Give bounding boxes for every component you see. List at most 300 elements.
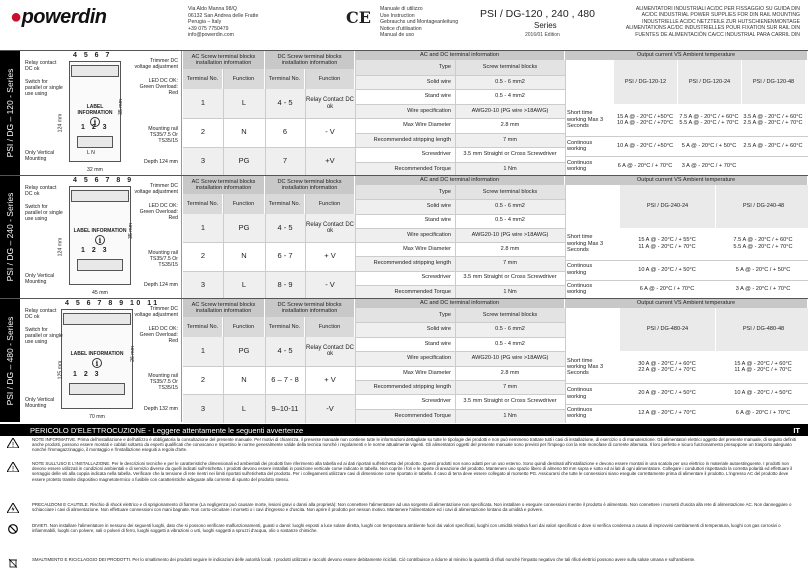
series-title: PSI / DG – 480 - Series (5, 316, 15, 405)
continuos-label: Continuos working (567, 283, 593, 296)
ac-terminal-header: AC Screw terminal blocks installation information (183, 299, 265, 317)
warning-text: DIVIETI. Non installare l'alimentatore in nessuno dei seguenti luoghi, dato che si possono verificare malfunzionamenti, guasti o danni: luoghi esposti a luce solare diretta, luoghi con temperatura ambiente fuori dai valori specificati, luoghi con umidità relativa fuori dai valori specificati o dove si verifica condensa a causa di improvvisi cambiamenti di temperatura, luoghi con gas corrosivi o infiammabili, luoghi con polvere, sali o polveri di ferro, luoghi soggetti a vibrazioni o urti, luoghi soggetti a spruzzi d'acqua, olio o sostanze chimiche. (32, 523, 781, 534)
spec-value: AWG20-10 (PG wire >18AWG) (471, 231, 549, 238)
dc-terminal-block (63, 313, 131, 325)
column-divider (565, 308, 566, 423)
continuos-current: 3 A @ - 20°C / + 70°C (735, 286, 791, 293)
recycle-bin-icon (7, 558, 19, 568)
dc-terminal-number: 9–10-11 (271, 403, 299, 413)
mounting-rail-label: Mounting rail TS35/7.5 Or TS35/15 (148, 126, 178, 144)
address-phone: +39 075 7750479 (188, 25, 229, 32)
column-divider (265, 69, 266, 176)
ac-terminal-function: PG (238, 223, 250, 233)
spec-value: 2.8 mm (500, 369, 520, 376)
spec-label: Stand wire (424, 217, 451, 224)
spec-label: Recommended Torque (394, 412, 451, 419)
column-divider (565, 60, 566, 176)
width-dimension: 32 mm (87, 167, 103, 173)
continous-current: 5 A @ - 20°C / + 50°C (681, 143, 737, 150)
continous-current: 2.5 A @ - 20°C / + 60°C (743, 143, 803, 150)
short-time-current (715, 228, 808, 260)
vertical-mounting-label: Only Vertical Mounting (25, 150, 55, 162)
electric-shock-icon (7, 503, 19, 513)
row-divider (355, 89, 565, 90)
spec-value: 1 Nm (503, 288, 517, 295)
spec-value: 0.5 - 6 mm2 (495, 203, 525, 210)
continous-current: 10 A @ - 20°C / +50°C (616, 143, 674, 150)
continous-current: 10 A @ - 20°C / + 50°C (638, 266, 696, 273)
column-divider (305, 317, 306, 423)
current-value: 15 A @ - 20°C / + 55°C (638, 237, 696, 244)
short-time-current (619, 351, 715, 383)
ac-terminal-number: 3 (200, 156, 206, 166)
description-line: ALIMENTATIONS AC/DC INDUSTRIELLES POUR FIXATION SUR RAIL DIN (625, 25, 800, 32)
info-icon (90, 117, 100, 127)
company-address (188, 6, 258, 39)
ac-terminal-header: AC Screw terminal blocks installation information (183, 51, 265, 69)
warning-triangle-icon (7, 438, 19, 448)
spec-label: Recommended Torque (394, 165, 451, 172)
row-divider (355, 285, 565, 286)
row-divider (355, 104, 565, 105)
current-value: 3.5 A @ - 20°C / + 60°C (743, 113, 803, 120)
spec-label: Recommended stripping length (373, 383, 451, 390)
row-divider (355, 337, 565, 338)
spec-label: Recommended stripping length (373, 136, 451, 143)
dc-terminal-function: Relay Contact DC ok (305, 221, 355, 235)
terminal-no-header: Terminal No. (183, 317, 223, 337)
series-title: PSI / DG – 240 - Series (5, 192, 15, 282)
dc-terminal-function: Relay Contact DC ok (305, 97, 355, 110)
acdc-info-header: AC and DC terminal information (355, 51, 565, 60)
spec-value: 7 mm (503, 383, 517, 390)
relay-label: Relay contact DC ok (25, 308, 57, 320)
model-title: PSI / DG-120 , 240 , 480 (480, 8, 595, 20)
continous-current: 20 A @ - 20°C / + 50°C (638, 390, 696, 397)
warning-precautions (0, 502, 808, 522)
dc-terminal-function: +V (325, 156, 335, 166)
column-divider (223, 317, 224, 423)
dc-terminal-header: DC Screw terminal blocks installation information (265, 176, 355, 194)
spec-label: Stand wire (424, 93, 451, 100)
trimmer-label: Trimmer DC voltage adjustment (134, 183, 178, 195)
ac-terminal-block (77, 259, 123, 271)
spec-value: 2.8 mm (500, 122, 520, 129)
spec-label: Wire specification (407, 355, 451, 362)
continuos-current: 6 A @ - 20°C / + 70°C (617, 163, 673, 170)
dc-terminal-block (71, 190, 129, 202)
vertical-mounting-label: Only Vertical Mounting (25, 397, 55, 409)
row-divider (355, 228, 565, 229)
current-value: 10 A @ - 20°C / +70°C (616, 119, 674, 126)
spec-value: AWG20-10 (PG wire >18AWG) (471, 107, 549, 114)
info-icon-glyph: i (93, 117, 97, 127)
warning-text: NOTE SULL'USO E L'INSTALLAZIONE. Per le descrizioni tecniche e per le caratteristiche dimensionali ed ambientali dei prodotti fare riferimento alla tabella ed ai dati riportati sull'etichetta del prodotto. Questi prodotti non sono adatti per un uso esterno. Sono quindi destinati all'installazione e devono essere montati in una scatola per uso elettrico in materiale autoestinguente. I prodotti non devono essere utilizzati in condizioni ambientali e di servizio diverse da quelli indicati sull'etichetta. I prodotti devono essere installati in posizione verticale come indicato in tabella. Non coprire i fori e le aperte di areazione del prodotto. Mantenere uno spazio libero di almeno 50 mm sopra e sotto ed ai lati di ogni alimentatore. Collegare i conduttori rispettando la corretta polarità ed effettuare il serraggio delle viti alla coppia indicata nella tabella. Verificare che la tensione di rete rientri nei limiti riportati sull'etichetta del prodotto. Per i collegamenti utilizzare cavi di dimensione come riportato in tabella. Il cavo di terra deve essere collegato al morsetto PG. Assicurarsi che tutte le connessioni siano eseguite correttamente prima di alimentare il prodotto. L'ingresso AC del prodotto deve essere protetto tramite dispositivo magnetotermico o fusibile con caratteristiche adeguate alla corrente di spunto del prodotto stesso. (32, 461, 793, 482)
short-time-current (715, 351, 808, 383)
row-divider (355, 133, 565, 134)
ac-terminal-number: 3 (200, 279, 206, 289)
ac-terminal-header: AC Screw terminal blocks installation information (183, 176, 265, 194)
model-column-header: PSI / DG-480-48 (715, 308, 808, 351)
ac-terminal-number: 2 (200, 374, 206, 384)
warning-usage (0, 461, 808, 501)
info-icon-glyph: i (98, 235, 102, 245)
acdc-info-header: AC and DC terminal information (355, 299, 565, 308)
mounting-rail-label: Mounting rail TS35/7.5 Or TS35/15 (148, 249, 178, 268)
warning-header (0, 424, 808, 436)
led-label: LED DC OK: Green Overload: Red (139, 326, 178, 344)
height-dimension: 124 mm (57, 237, 64, 257)
current-value: 11 A @ - 20°C / + 70°C (734, 367, 792, 374)
ac-terminal-numbers: 1 2 3 (81, 124, 110, 131)
output-current-header: Output current VS Ambient temperature (565, 51, 808, 60)
ac-terminal-function: PG (238, 156, 250, 166)
terminal-table (183, 176, 808, 299)
ac-terminal-block (69, 383, 125, 395)
switch-label: Switch for parallel or single use using (25, 79, 63, 97)
spec-label: Solid wire (426, 78, 451, 85)
ac-terminal-number: 1 (200, 223, 206, 233)
spec-label: Max Wire Diameter (403, 245, 451, 252)
spec-label: Recommended stripping length (373, 260, 451, 267)
series-section (0, 50, 808, 175)
row-divider (355, 118, 565, 119)
ac-terminal-function: PG (238, 346, 250, 356)
dc-terminal-numbers: 4 5 6 7 8 9 10 11 (65, 300, 160, 307)
spec-label: Max Wire Diameter (403, 369, 451, 376)
warning-info (0, 437, 808, 460)
ac-terminal-number: 1 (200, 346, 206, 356)
dc-terminal-function: + V (324, 251, 336, 261)
model-column-header: PSI / DG-120-12 (613, 60, 677, 104)
short-time-label: Short time working Max 3 Seconds (567, 234, 604, 253)
spec-label: Screwdriver (421, 274, 451, 281)
function-header: Function (223, 317, 265, 337)
warning-disposal (0, 557, 808, 571)
relay-label: Relay contact DC ok (25, 60, 57, 72)
column-divider (565, 185, 566, 299)
ac-terminal-function: N (241, 127, 247, 137)
continuos-label: Continuos working (567, 407, 593, 420)
led-label: LED DC OK: Green Overload: Red (139, 78, 178, 96)
ac-terminal-function: N (241, 251, 247, 261)
switch-label: Switch for parallel or single use using (25, 204, 63, 222)
ac-terminal-function: L (241, 98, 247, 108)
spec-label: Max Wire Diameter (403, 122, 451, 129)
spec-label: Solid wire (426, 326, 451, 333)
spec-label: Recommended Torque (394, 288, 451, 295)
dc-terminal-function: - V (325, 279, 335, 289)
ln-marking: L N (87, 150, 95, 156)
row-divider (183, 242, 355, 243)
row-divider (183, 147, 355, 148)
spec-value: 0.5 - 4 mm2 (495, 340, 525, 347)
current-value: 11 A @ - 20°C / + 70°C (638, 243, 696, 250)
manual-line: Use Instruction (380, 12, 415, 19)
info-icon (92, 358, 102, 368)
device-diagram (21, 51, 182, 175)
ac-terminal-number: 2 (200, 251, 206, 261)
current-value: 5.5 A @ - 20°C / + 70°C (733, 243, 793, 250)
address-line: Via Aldo Manna 98/Q (188, 6, 237, 12)
spec-label: Screwdriver (421, 398, 451, 405)
switch-label: Switch for parallel or single use using (25, 327, 63, 345)
row-divider (183, 394, 355, 395)
continous-label: Continous working (567, 139, 593, 153)
spec-value: 0.5 - 4 mm2 (495, 217, 525, 224)
width-dimension: 70 mm (89, 414, 105, 420)
model-column-header: PSI / DG-120-48 (741, 60, 805, 104)
continous-label: Continous working (567, 263, 593, 276)
ac-terminal-number: 2 (200, 127, 206, 137)
dc-terminal-header: DC Screw terminal blocks installation information (265, 51, 355, 69)
description-line: INDUSTRIELLE AC/DC NETZTEILE ZUR HUTSCHIENENMONTAGE (642, 18, 800, 25)
language-code: IT (793, 426, 800, 435)
current-value: 5.5 A @ - 20°C / + 70°C (679, 119, 739, 126)
model-column-header: PSI / DG-240-48 (715, 185, 808, 228)
short-time-label: Short time working Max 3 Seconds (567, 357, 604, 377)
row-divider (355, 256, 565, 257)
dc-terminal-number: 6 – 7 - 8 (271, 374, 299, 384)
spec-value: Screw terminal blocks (482, 188, 538, 195)
row-divider (355, 322, 565, 323)
spec-label: Type (438, 188, 451, 195)
spec-label: Type (438, 64, 451, 71)
short-time-current (619, 228, 715, 260)
short-time-current (677, 104, 741, 137)
short-time-label: Short time working Max 3 Seconds (567, 110, 604, 129)
spec-value: 7 mm (503, 260, 517, 267)
row-divider (355, 394, 565, 395)
row-divider (355, 351, 565, 352)
manual-title-list (380, 6, 458, 39)
label-information-text: LABEL INFORMATION (70, 351, 124, 358)
warning-text: SMALTIMENTO E RICICLAGGIO DEI PRODOTTI. Per lo smaltimento dei prodotti seguire le indicazioni delle autorità locali. I prodotti utilizzati e raccolti devono essere debitamente riciclati. Ciò contribuisce a ridurre al minimo la quantità di rifiuti nonché l'impatto negativo che tali rifiuti elettrici possono avere sulla salute umana e sull'ambiente. (32, 557, 696, 562)
continuos-current: 3 A @ - 20°C / + 70°C (681, 163, 737, 170)
spec-value: 3.5 mm Straight or Cross Screwdriver (463, 398, 557, 405)
terminal-table (183, 51, 808, 176)
spec-value: 3.5 mm Straight or Cross Screwdriver (463, 151, 557, 158)
current-value: 2.5 A @ - 20°C / + 70°C (743, 119, 803, 126)
series-section (0, 175, 808, 298)
dc-terminal-numbers: 4 5 6 7 8 9 (73, 177, 134, 184)
info-icon-glyph: i (95, 359, 99, 369)
spec-value: AWG20-10 (PG wire >18AWG) (471, 355, 549, 362)
dc-terminal-function: -V (326, 403, 334, 413)
spec-label: Type (438, 312, 451, 319)
column-divider (305, 69, 306, 176)
spec-value: 1 Nm (503, 412, 517, 419)
row-divider (355, 380, 565, 381)
ac-terminal-block (77, 136, 113, 148)
row-divider (183, 271, 355, 272)
dc-terminal-number: 8 - 9 (277, 279, 293, 289)
spec-value: 0.5 - 6 mm2 (495, 326, 525, 333)
current-value: 7.5 A @ - 20°C / + 60°C (733, 237, 793, 244)
manual-line: Gebrauchs und Montageanleitung (380, 19, 459, 26)
description-line: AC/DC INDUSTRIAL POWER SUPPLIES FOR DIN RAIL MOUNTING (641, 12, 800, 19)
warning-text: PRECAUZIONI E CAUTELE. Rischio di shock elettrico e di sprigionamento di fiamme (La negligenza può causare morte, lesioni gravi o danni alla proprietà): Non connettere l'alimentatore ad una sorgente di alimentazione non specificata. Non installare o eseguire connessioni mentre il prodotto è alimentato. Non connettere i morsetti d'uscita alla rete di alimentazione AC. Non danneggiare o schiacciare i cavi di alimentazione. Non effettuare connessioni con mani bagnate. Non corto-circuitare i morsetti o i cavi d'ingresso e d'uscita. Non aprire il prodotto per nessun motivo. Mantenere l'alimentatore ed i cavi di alimentazione lontano da umidità e polvere. (32, 502, 792, 513)
spec-value: 1 Nm (503, 165, 517, 172)
terminal-no-header: Terminal No. (265, 69, 305, 89)
model-column-header: PSI / DG-120-24 (677, 60, 741, 104)
device-diagram (21, 299, 182, 422)
manual-line: Manual de uso (380, 32, 415, 39)
dc-terminal-function: - V (325, 127, 335, 137)
function-header: Function (223, 69, 265, 89)
series-title-bar (0, 176, 20, 298)
label-information (61, 351, 133, 368)
dc-terminal-numbers: 4 5 6 7 (73, 52, 112, 59)
mounting-rail-label: Mounting rail TS35/7.5 Or TS35/15 (148, 373, 178, 392)
led-label: LED DC OK: Green Overload: Red (139, 203, 178, 221)
ac-terminal-function: N (241, 374, 247, 384)
row-divider (183, 118, 355, 119)
short-time-current (613, 104, 677, 137)
ce-mark: CE (346, 8, 371, 27)
warning-triangle-icon (7, 462, 19, 472)
spec-value: Screw terminal blocks (482, 64, 538, 71)
ac-terminal-function: L (241, 403, 247, 413)
prohibition-icon (7, 524, 19, 534)
acdc-info-header: AC and DC terminal information (355, 176, 565, 185)
model-column-header: PSI / DG-480-24 (619, 308, 715, 351)
dc-terminal-number: 4 - 5 (277, 223, 293, 233)
continous-current: 5 A @ - 20°C / + 50°C (735, 266, 791, 273)
manual-line: Manuale di utilizzo (380, 6, 423, 12)
spec-label: Solid wire (426, 203, 451, 210)
current-value: 22 A @ - 20°C / + 70°C (638, 367, 696, 374)
current-value: 30 A @ - 20°C / + 60°C (638, 361, 696, 367)
label-information (69, 228, 131, 245)
depth-label: Depth 124 mm (143, 159, 178, 165)
vertical-mounting-label: Only Vertical Mounting (25, 273, 55, 285)
spec-value: 3.5 mm Straight or Cross Screwdriver (463, 274, 557, 281)
function-header: Function (305, 317, 355, 337)
column-divider (305, 194, 306, 299)
svg-text:!: ! (11, 441, 15, 448)
column-divider (265, 194, 266, 299)
dc-terminal-function: + V (324, 374, 336, 384)
product-description-list (560, 6, 800, 38)
column-divider (223, 69, 224, 176)
label-information (69, 104, 121, 127)
function-header: Function (305, 194, 355, 214)
dc-terminal-number: 4 - 5 (277, 98, 293, 108)
dc-terminal-function: Relay Contact DC ok (305, 345, 355, 358)
trimmer-label: Trimmer DC voltage adjustment (134, 306, 178, 318)
ac-terminal-numbers: 1 2 3 (73, 371, 102, 378)
address-line: 06132 San Andrea delle Fratte (188, 12, 259, 19)
warning-title: PERICOLO D'ELETTROCUZIONE - Leggere attentamente le seguenti avvertenze (30, 426, 304, 435)
depth-label: Depth 132 mm (143, 406, 178, 412)
spec-label: Wire specification (407, 107, 451, 114)
row-divider (355, 199, 565, 200)
continuos-current: 12 A @ - 20°C / + 70°C (638, 410, 696, 417)
row-divider (355, 242, 565, 243)
current-value: 7.5 A @ - 20°C / + 60°C (679, 113, 739, 120)
address-email: info@powerdin.com (188, 32, 234, 39)
ac-terminal-number: 1 (200, 98, 206, 108)
series-label: Series (534, 21, 557, 30)
spec-label: Screwdriver (421, 151, 451, 158)
short-time-current (741, 104, 805, 137)
row-divider (355, 214, 565, 215)
description-line: FUENTES DE ALIMENTACIÓN CA/CC INDUSTRIAL PARA CARRIL DIN (635, 31, 800, 38)
continuos-current: 6 A @ - 20°C / + 70°C (735, 410, 791, 417)
spec-label: Wire specification (407, 231, 451, 238)
manual-line: Notice d'utilisation (380, 25, 422, 32)
svg-text:!: ! (11, 465, 15, 472)
dc-terminal-number: 6 - 7 (277, 251, 293, 261)
spec-value: 2.8 mm (500, 245, 520, 252)
ac-terminal-function: L (241, 279, 247, 289)
info-icon (95, 235, 105, 245)
series-title: PSI / DG – 120 - Series (5, 68, 15, 158)
terminal-no-header: Terminal No. (183, 194, 223, 214)
column-divider (265, 317, 266, 423)
function-header: Function (223, 194, 265, 214)
ac-terminal-number: 3 (200, 403, 206, 413)
ac-terminal-numbers: 1 2 3 (81, 247, 110, 254)
row-divider (355, 147, 565, 148)
model-column-header: PSI / DG-240-24 (619, 185, 715, 228)
spec-value: 0.5 - 6 mm2 (495, 78, 525, 85)
row-divider (183, 366, 355, 367)
series-section (0, 298, 808, 422)
current-value: 15 A @ - 20°C / +50°C (616, 113, 674, 120)
series-title-bar (0, 51, 20, 175)
function-header: Function (305, 69, 355, 89)
series-title-bar (0, 299, 20, 422)
continous-current: 10 A @ - 20°C / + 50°C (734, 390, 792, 397)
continuos-label: Continuos working (567, 159, 593, 173)
dc-terminal-header: DC Screw terminal blocks installation information (265, 299, 355, 317)
terminal-no-header: Terminal No. (183, 69, 223, 89)
spec-value: Screw terminal blocks (482, 312, 538, 319)
output-current-header: Output current VS Ambient temperature (565, 299, 808, 308)
dc-terminal-number: 6 (282, 127, 288, 137)
width-dimension: 45 mm (92, 290, 108, 296)
current-value: 15 A @ - 20°C / + 60°C (734, 361, 792, 367)
relay-label: Relay contact DC ok (25, 185, 57, 197)
height-dimension: 125 mm (57, 360, 64, 380)
row-divider (355, 366, 565, 367)
description-line: ALIMENTATORI INDUSTRIALI AC/DC PER FISSAGGIO SU GUIDA DIN (635, 6, 800, 12)
address-line: Perugia – Italy (188, 19, 222, 26)
continous-label: Continous working (567, 387, 593, 400)
edition-label: 2016/01 Edition (525, 32, 560, 38)
spec-value: 0.5 - 4 mm2 (495, 93, 525, 100)
trimmer-label: Trimmer DC voltage adjustment (134, 58, 178, 70)
warning-prohibitions (0, 523, 808, 553)
output-current-header: Output current VS Ambient temperature (565, 176, 808, 185)
label-information-text: LABEL INFORMATION (73, 227, 127, 234)
label-dimension: 26 mm (129, 346, 136, 363)
label-dimension: 35 mm (117, 98, 124, 115)
brand-logo: ●powerdin (10, 6, 107, 28)
header (0, 0, 808, 50)
dc-terminal-number: 7 (282, 156, 288, 166)
warning-text: NOTE INFORMATIVE. Prima dell'installazione e dell'utilizzo è obbligatoria la consultazione del presente manuale. Per motivi di chiarezza, il presente manuale non contiene tutte le informazioni dettagliate su tutte le tipologie dei prodotti e non può nemmeno trattare tutti i casi di installazione, di esercizio o di manutenzione. Gli alimentatori elettrici oggetto del presente manuale, di seguito definiti anche prodotti, possono essere montati e cablati soltanto da esperti qualificati che conoscano e rispettino le norme generalmente valide della tecnica nonché i regolamenti e le norme attualmente vigenti. Gli alimentatori oggetti del presente manuale sono previsti per l'impiego con la rete monofase di corrente alternata. Il loro perfetto e sicuro funzionamento presuppone un trasporto adeguato nonché l'immagazzinaggio, il montaggio e l'installazione eseguiti a regola d'arte. (32, 437, 797, 453)
terminal-no-header: Terminal No. (265, 317, 305, 337)
label-dimension: 35 mm (127, 222, 134, 239)
device-diagram (21, 176, 182, 298)
terminal-no-header: Terminal No. (265, 194, 305, 214)
label-information-text: LABEL INFORMATION (77, 103, 113, 116)
depth-label: Depth 124 mm (143, 282, 178, 288)
spec-label: Stand wire (424, 340, 451, 347)
